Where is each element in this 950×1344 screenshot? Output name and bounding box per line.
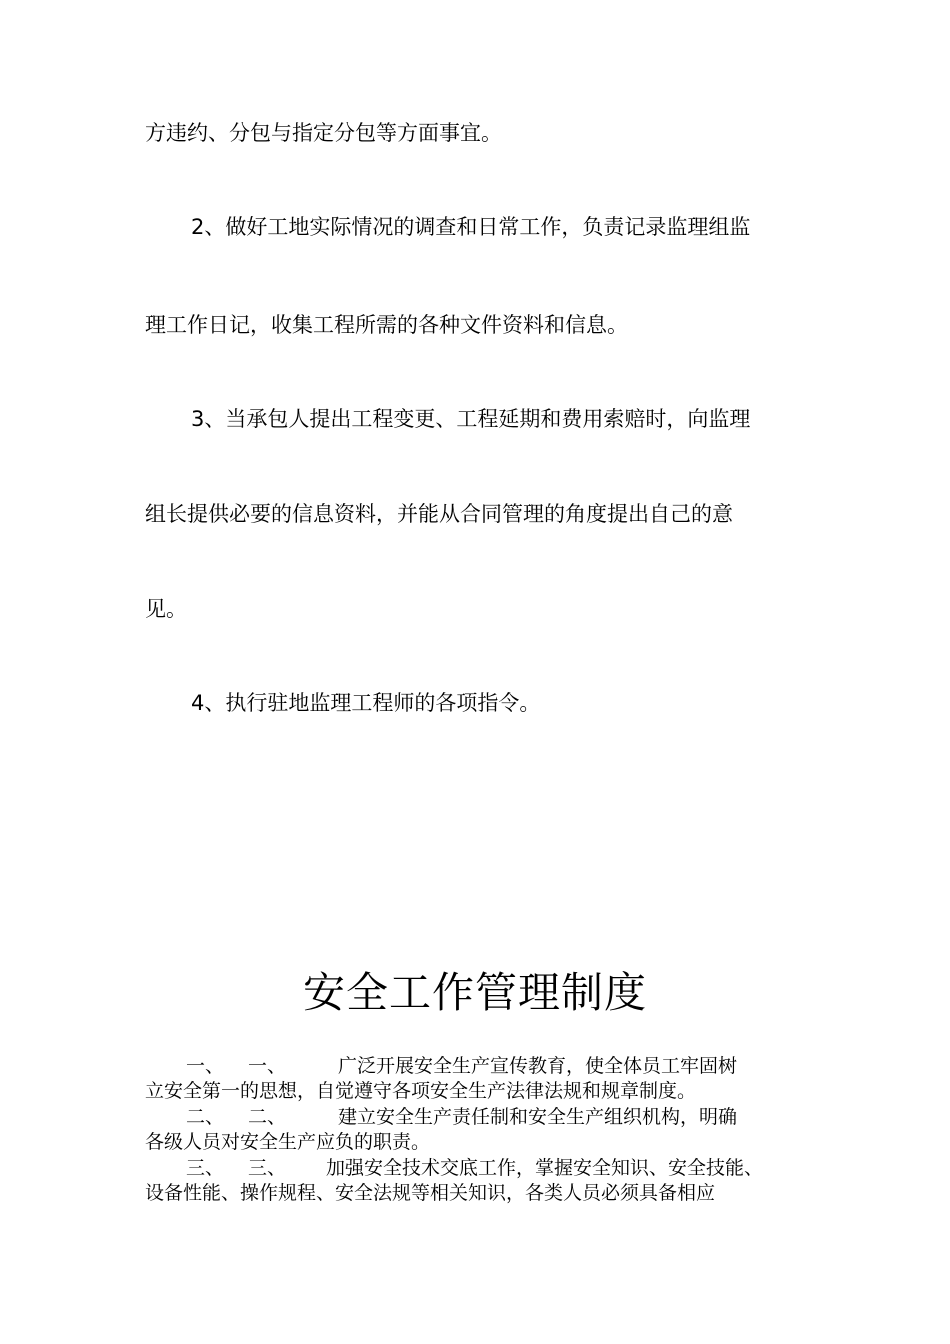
rule-number-repeat: 二、 (248, 1106, 287, 1128)
rule-number-repeat: 一、 (248, 1055, 287, 1077)
duty-line-6: 见。 (145, 597, 187, 621)
rule-text: 广泛开展安全生产宣传教育，使全体员工牢固树 (338, 1055, 738, 1077)
duty-line-1: 方违约、分包与指定分包等方面事宜。 (145, 121, 502, 145)
rule-text: 加强安全技术交底工作，掌握安全知识、安全技能、 (326, 1157, 764, 1179)
duty-line-5: 组长提供必要的信息资料，并能从合同管理的角度提出自己的意 (145, 502, 733, 526)
rule-continuation: 各级人员对安全生产应负的职责。 (145, 1131, 431, 1153)
duty-line-7: 4、执行驻地监理工程师的各项指令。 (191, 691, 541, 715)
rule-text: 建立安全生产责任制和安全生产组织机构，明确 (338, 1106, 738, 1128)
rule-number: 一、 (186, 1055, 225, 1077)
rule-number-repeat: 三、 (248, 1157, 287, 1179)
rule-first-line (186, 1054, 856, 1078)
rule-first-line (186, 1156, 856, 1180)
duty-line-3: 理工作日记，收集工程所需的各种文件资料和信息。 (145, 313, 628, 337)
rule-continuation: 立安全第一的思想，自觉遵守各项安全生产法律法规和规章制度。 (145, 1080, 697, 1102)
rule-number: 二、 (186, 1106, 225, 1128)
rule-first-line (186, 1105, 856, 1129)
duty-line-4: 3、当承包人提出工程变更、工程延期和费用索赔时，向监理 (191, 407, 751, 431)
rule-continuation: 设备性能、操作规程、安全法规等相关知识，各类人员必须具备相应 (145, 1182, 716, 1204)
duty-line-2: 2、做好工地实际情况的调查和日常工作，负责记录监理组监 (191, 215, 751, 239)
section-title: 安全工作管理制度 (302, 968, 647, 1017)
rule-number: 三、 (186, 1157, 225, 1179)
